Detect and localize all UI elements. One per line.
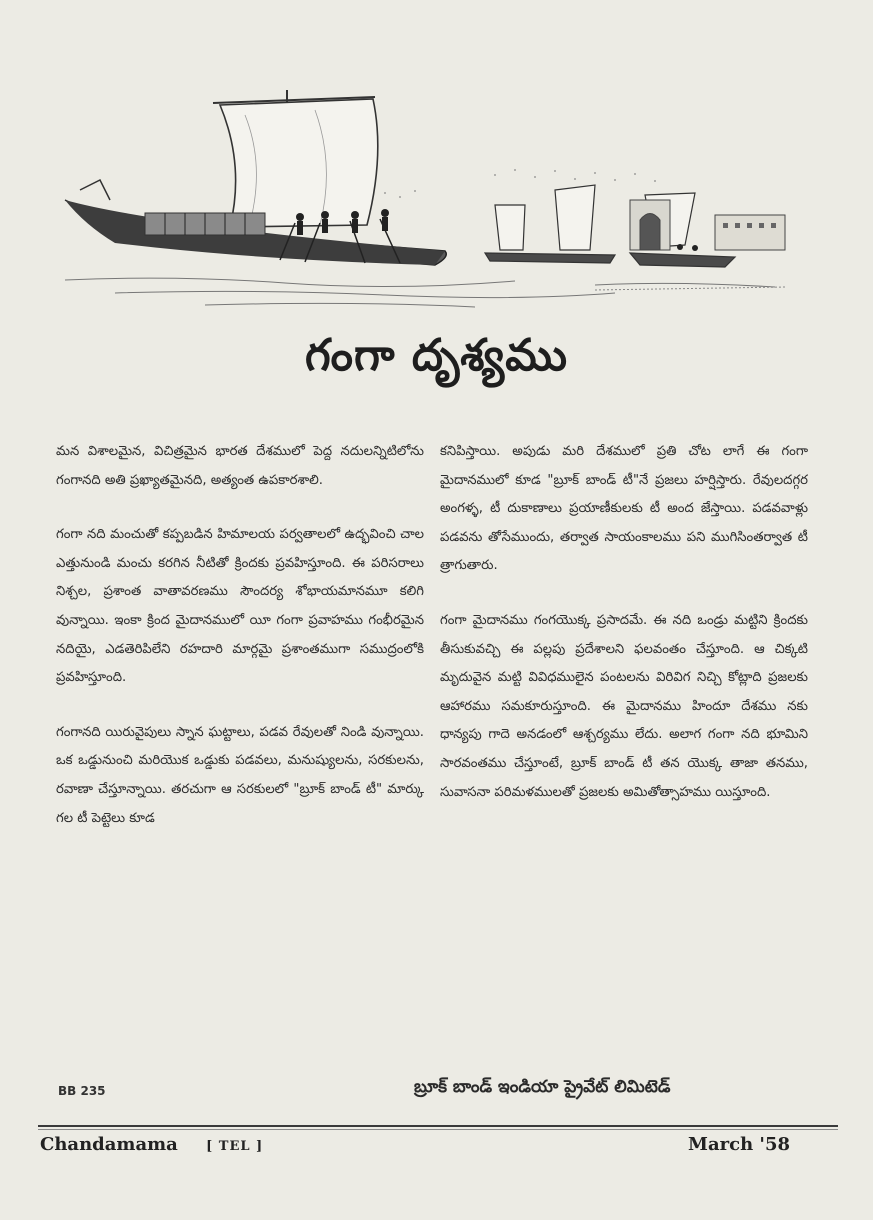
issue-date: March '58 (688, 1134, 790, 1155)
paragraph: గంగా మైదానము గంగయొక్క ప్రసాదమే. ఈ నది ఒండ్రు మట్టిని క్రిందకు తీసుకువచ్చి ఈ పల్లపు ప్రదేశాలని ఫలవంతం చేస్తూంది. ఆ చిక్కటి మృదువైన మట్టి వివిధములైన పంటలను విరివిగ నిచ్చి కోట్లాది ప్రజలకు ఆహారము సమకూరుస్తూంది. ఈ మైదానము హిందూ దేశము నకు ధాన్యపు గాదె అనడంలో ఆశ్చర్యము లేదు. అలాగ గంగా నది భూమిని సారవంతము చేస్తూంటే, బ్రూక్ బాండ్ టీ తన యొక్క తాజా తనము, సువాసనా పరిమళములతో ప్రజలకు అమితోత్సాహము యిస్తూంది. (440, 612, 808, 800)
paragraph: కనిపిస్తాయి. అపుడు మరి దేశములో ప్రతి చోట లాగే ఈ గంగా మైదానములో కూడ "బ్రూక్ బాండ్ టీ"నే ప్రజలు హర్షిస్తారు. రేవులదగ్గర అంగళ్ళ, టీ దుకాణాలు ప్రయాణీకులకు టీ అంద జేస్తాయి. పడవవాళ్లు పడవను తోసేముందు, తర్వాత సాయంకాలము పని ముగిసింతర్వాత టీ త్రాగుతారు. (440, 444, 808, 574)
paragraph: గంగానది యిరువైపులు స్నాన ఘట్టాలు, పడవ రేవులతో నిండి వున్నాయి. ఒక ఒడ్డునుంచి మరియొక ఒడ్డుకు పడవలు, మనుష్యులను, సరకులను, రవాణా చేస్తూన్నాయి. తరచుగా ఆ సరకులలో "బ్రూక్ బాండ్ టీ" మార్కు గల టీ పెట్టెలు కూడ (56, 724, 424, 826)
page-title: గంగా దృశ్యము (305, 330, 568, 381)
paragraph: మన విశాలమైన, విచిత్రమైన భారత దేశములో పెద్ద నదులన్నిటిలోను గంగానది అతి ప్రఖ్యాతమైనది, అత్యంత ఉపకారశాలి. (56, 444, 424, 488)
right-column (440, 438, 808, 833)
stipple (384, 169, 656, 198)
left-column (56, 438, 424, 859)
footer-publication (40, 1134, 263, 1155)
publication-name: Chandamama (40, 1134, 178, 1155)
paragraph: గంగా నది మంచుతో కప్పబడిన హిమాలయ పర్వతాలలో ఉద్భవించి చాల ఎత్తునుండి మంచు కరగిన నీటితో క్రిందకు ప్రవహిస్తూంది. ఈ పరిసరాలు నిశ్చల, ప్రశాంత వాతావరణము సౌందర్య శోభాయమానమూ కలిగి వున్నాయి. ఇంకా క్రింద మైదానములో యీ గంగా ప్రవాహము గంభీరమైన నదియై, ఎడతెరిపిలేని రహదారి మార్గమై ప్రశాంతముగా సముద్రంలోకి ప్రవహిస్తూంది. (56, 527, 424, 686)
water-lines (65, 278, 775, 307)
ad-code: BB 235 (58, 1084, 106, 1098)
distant-boats (485, 185, 735, 267)
footer-divider (38, 1125, 838, 1127)
ganga-boats-illustration (55, 75, 795, 325)
main-sail (213, 90, 378, 227)
language-tag: [ TEL ] (206, 1139, 264, 1154)
sponsor-line: బ్రూక్ బాండ్ ఇండియా ప్రైవేట్ లిమిటెడ్ (414, 1077, 671, 1097)
footer-divider-thin (38, 1129, 838, 1130)
